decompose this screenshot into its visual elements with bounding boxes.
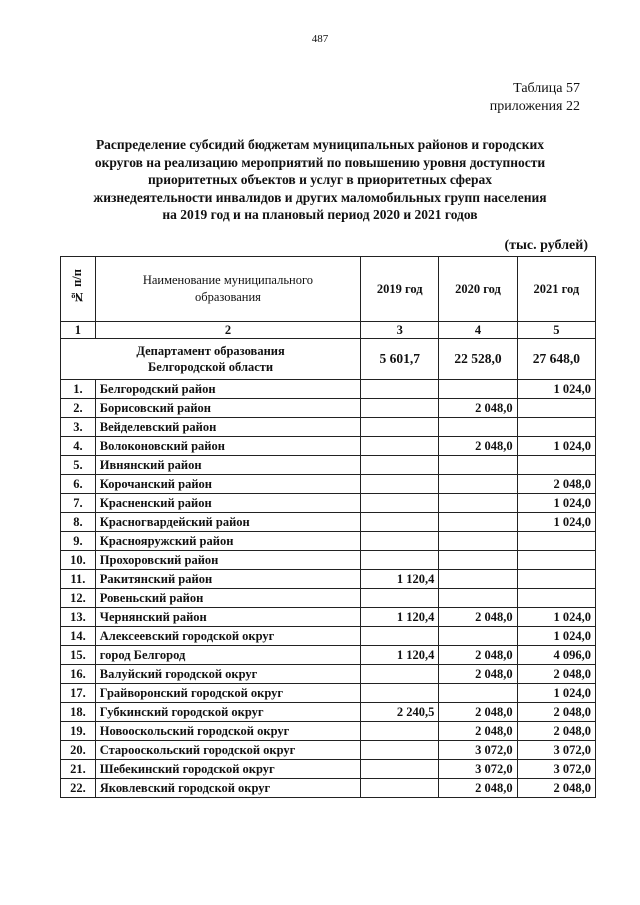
index-cell: 1	[61, 322, 96, 339]
row-number: 17.	[61, 684, 96, 703]
row-2021	[517, 418, 595, 437]
header-number: № п/п	[61, 257, 96, 322]
title-line: на 2019 год и на плановый период 2020 и 2021 годов	[162, 207, 478, 222]
row-name: Грайворонский городской округ	[95, 684, 360, 703]
row-number: 10.	[61, 551, 96, 570]
row-2020	[439, 570, 517, 589]
row-2020	[439, 513, 517, 532]
table-row	[61, 703, 596, 722]
row-2020: 2 048,0	[439, 722, 517, 741]
row-number: 7.	[61, 494, 96, 513]
title-line: округов на реализацию мероприятий по повышению уровня доступности	[94, 154, 546, 170]
row-2021	[517, 456, 595, 475]
row-number: 5.	[61, 456, 96, 475]
table-row	[61, 551, 596, 570]
row-name: Губкинский городской округ	[95, 703, 360, 722]
table-row	[61, 741, 596, 760]
row-number: 15.	[61, 646, 96, 665]
table-row	[61, 437, 596, 456]
row-number: 2.	[61, 399, 96, 418]
header-name	[95, 257, 360, 322]
row-number: 22.	[61, 779, 96, 798]
row-2021: 2 048,0	[517, 703, 595, 722]
row-2019	[361, 760, 439, 779]
table-row	[61, 722, 596, 741]
row-2021	[517, 399, 595, 418]
row-2019	[361, 779, 439, 798]
row-number: 9.	[61, 532, 96, 551]
row-2020: 2 048,0	[439, 703, 517, 722]
row-2020: 2 048,0	[439, 779, 517, 798]
page-number: 487	[311, 33, 329, 45]
row-number: 8.	[61, 513, 96, 532]
table-row	[61, 608, 596, 627]
row-name: Алексеевский городской округ	[95, 627, 360, 646]
department-2020: 22 528,0	[439, 339, 517, 380]
table-row	[61, 760, 596, 779]
row-2020	[439, 475, 517, 494]
row-2020: 2 048,0	[439, 437, 517, 456]
row-2019	[361, 684, 439, 703]
table-row	[61, 665, 596, 684]
row-2021	[517, 589, 595, 608]
row-2021	[517, 551, 595, 570]
row-2021: 1 024,0	[517, 380, 595, 399]
index-cell: 4	[439, 322, 517, 339]
row-2019	[361, 532, 439, 551]
row-2020: 3 072,0	[439, 760, 517, 779]
table-row	[61, 399, 596, 418]
table-row	[61, 513, 596, 532]
row-2019: 1 120,4	[361, 646, 439, 665]
row-2021: 3 072,0	[517, 741, 595, 760]
row-number: 6.	[61, 475, 96, 494]
row-2021: 1 024,0	[517, 608, 595, 627]
index-cell: 5	[517, 322, 595, 339]
row-2021: 2 048,0	[517, 779, 595, 798]
row-name: Старооскольский городской округ	[95, 741, 360, 760]
row-name: Белгородский район	[95, 380, 360, 399]
row-number: 3.	[61, 418, 96, 437]
row-2019: 1 120,4	[361, 570, 439, 589]
row-2019	[361, 399, 439, 418]
column-index-row	[61, 322, 596, 339]
row-name: Шебекинский городской округ	[95, 760, 360, 779]
row-name: Яковлевский городской округ	[95, 779, 360, 798]
row-number: 19.	[61, 722, 96, 741]
table-row	[61, 475, 596, 494]
row-name: Валуйский городской округ	[95, 665, 360, 684]
table-row	[61, 418, 596, 437]
row-2019	[361, 513, 439, 532]
index-cell: 3	[361, 322, 439, 339]
department-2019: 5 601,7	[361, 339, 439, 380]
row-2020	[439, 380, 517, 399]
header-2020: 2020 год	[439, 257, 517, 322]
row-2020: 2 048,0	[439, 665, 517, 684]
row-2021: 1 024,0	[517, 627, 595, 646]
row-2019	[361, 475, 439, 494]
header-2021: 2021 год	[517, 257, 595, 322]
row-number: 21.	[61, 760, 96, 779]
department-row	[61, 339, 596, 380]
header-row	[61, 257, 596, 322]
document-title	[60, 136, 580, 224]
row-name: Новооскольский городской округ	[95, 722, 360, 741]
table-row	[61, 684, 596, 703]
row-2021: 2 048,0	[517, 722, 595, 741]
row-name: Ракитянский район	[95, 570, 360, 589]
row-2021: 1 024,0	[517, 437, 595, 456]
header-2019: 2019 год	[361, 257, 439, 322]
row-number: 20.	[61, 741, 96, 760]
row-2019: 1 120,4	[361, 608, 439, 627]
table-reference	[490, 80, 580, 116]
row-2021: 4 096,0	[517, 646, 595, 665]
table-row	[61, 494, 596, 513]
row-2019	[361, 494, 439, 513]
row-2021: 2 048,0	[517, 665, 595, 684]
row-number: 1.	[61, 380, 96, 399]
subsidies-table	[60, 256, 596, 798]
row-number: 18.	[61, 703, 96, 722]
units-label: (тыс. рублей)	[504, 238, 588, 253]
row-2019	[361, 380, 439, 399]
row-2021: 1 024,0	[517, 494, 595, 513]
row-name: Красногвардейский район	[95, 513, 360, 532]
table-row	[61, 646, 596, 665]
row-2020	[439, 456, 517, 475]
row-name: Краснояружский район	[95, 532, 360, 551]
row-2021: 3 072,0	[517, 760, 595, 779]
row-name: Вейделевский район	[95, 418, 360, 437]
row-2021	[517, 570, 595, 589]
row-2020	[439, 627, 517, 646]
row-number: 12.	[61, 589, 96, 608]
department-name-line-1: Департамент образования	[136, 344, 285, 358]
row-number: 14.	[61, 627, 96, 646]
row-name: Волоконовский район	[95, 437, 360, 456]
table-row	[61, 456, 596, 475]
row-name: Ровеньский район	[95, 589, 360, 608]
index-cell: 2	[95, 322, 360, 339]
row-2019	[361, 665, 439, 684]
table-ref-line-1: Таблица 57	[513, 81, 580, 96]
row-2020	[439, 684, 517, 703]
row-number: 11.	[61, 570, 96, 589]
row-2020	[439, 494, 517, 513]
row-number: 4.	[61, 437, 96, 456]
table-ref-line-2: приложения 22	[489, 99, 580, 114]
table-row	[61, 627, 596, 646]
table-row	[61, 570, 596, 589]
header-name-line-1: Наименование муниципального	[142, 273, 314, 287]
row-name: город Белгород	[95, 646, 360, 665]
row-name: Корочанский район	[95, 475, 360, 494]
row-2019	[361, 456, 439, 475]
row-2021: 1 024,0	[517, 513, 595, 532]
row-name: Чернянский район	[95, 608, 360, 627]
row-2019	[361, 589, 439, 608]
row-2019	[361, 722, 439, 741]
title-line: жизнедеятельности инвалидов и других маломобильных групп населения	[93, 189, 547, 205]
row-name: Ивнянский район	[95, 456, 360, 475]
row-2020	[439, 532, 517, 551]
row-2020: 2 048,0	[439, 608, 517, 627]
row-2019	[361, 551, 439, 570]
table-row	[61, 380, 596, 399]
table-row	[61, 532, 596, 551]
row-2021: 1 024,0	[517, 684, 595, 703]
row-name: Прохоровский район	[95, 551, 360, 570]
row-2019	[361, 741, 439, 760]
table-row	[61, 779, 596, 798]
row-2020	[439, 551, 517, 570]
title-line: приоритетных объектов и услуг в приоритетных сферах	[147, 172, 493, 187]
table-row	[61, 589, 596, 608]
row-2020	[439, 589, 517, 608]
department-2021: 27 648,0	[517, 339, 595, 380]
row-2020: 2 048,0	[439, 646, 517, 665]
row-2020	[439, 418, 517, 437]
row-2019	[361, 418, 439, 437]
row-name: Борисовский район	[95, 399, 360, 418]
department-name	[61, 339, 361, 380]
title-line: Распределение субсидий бюджетам муниципальных районов и городских	[95, 137, 545, 152]
row-2021: 2 048,0	[517, 475, 595, 494]
row-number: 16.	[61, 665, 96, 684]
row-2020: 2 048,0	[439, 399, 517, 418]
row-2019: 2 240,5	[361, 703, 439, 722]
row-2020: 3 072,0	[439, 741, 517, 760]
row-name: Красненский район	[95, 494, 360, 513]
row-number: 13.	[61, 608, 96, 627]
header-name-line-2: образования	[194, 290, 261, 304]
department-name-line-2: Белгородской области	[147, 360, 274, 374]
row-2021	[517, 532, 595, 551]
row-2019	[361, 627, 439, 646]
row-2019	[361, 437, 439, 456]
